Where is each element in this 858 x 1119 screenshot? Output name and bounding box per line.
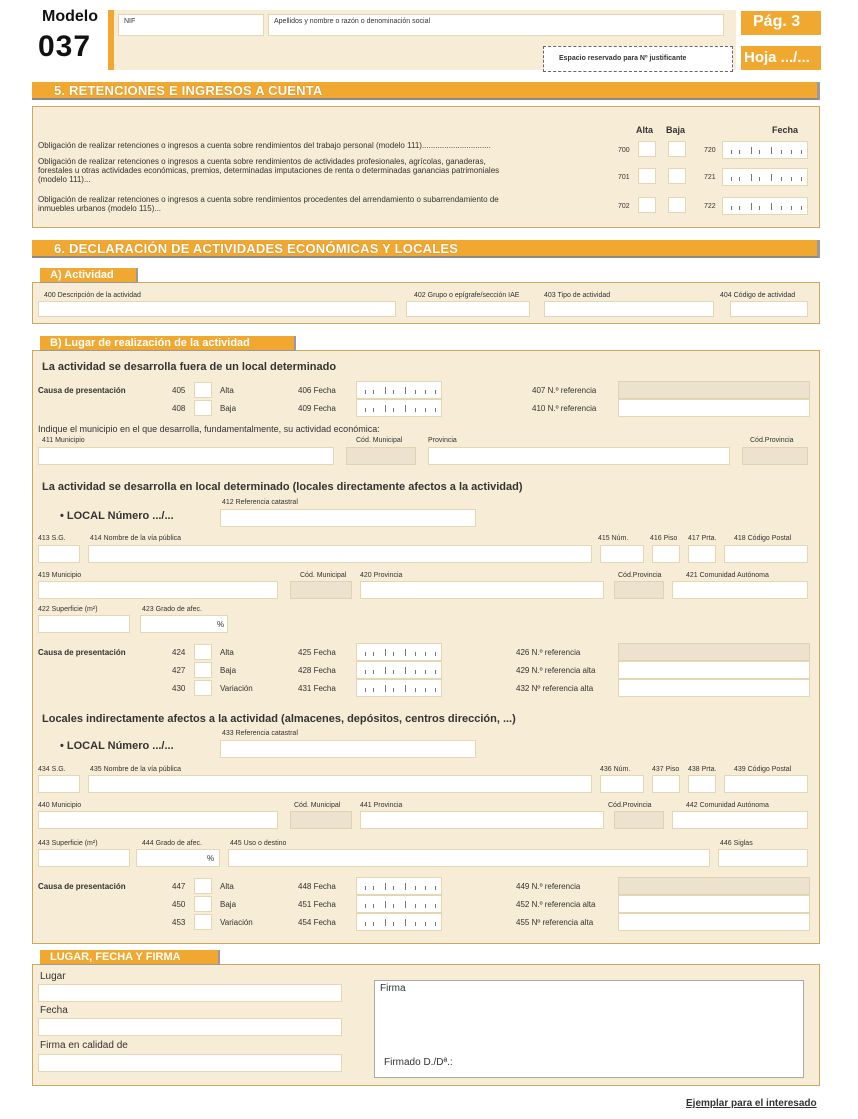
provincia-label-1: Provincia — [428, 437, 457, 444]
f420-field[interactable] — [360, 581, 604, 599]
page-label: Pág. 3 — [753, 13, 801, 30]
lugar-field[interactable] — [38, 984, 342, 1002]
calidad-label: Firma en calidad de — [40, 1040, 128, 1051]
f442-label: 442 Comunidad Autónoma — [686, 802, 769, 809]
causa-label-1: Causa de presentación — [38, 386, 126, 395]
cod-prov-label-1: Cód.Provincia — [750, 437, 794, 444]
s5-row1-code-fecha: 720 — [704, 147, 716, 154]
f444-label: 444 Grado de afec. — [142, 840, 202, 847]
f440-field[interactable] — [38, 811, 278, 829]
s5-row3-text2: inmuebles urbanos (modelo 115)... — [38, 204, 162, 213]
f435-field[interactable] — [88, 775, 592, 793]
f445-label: 445 Uso o destino — [230, 840, 287, 847]
f415-label: 415 Núm. — [598, 535, 629, 542]
cod-mun-label-1: Cód. Municipal — [356, 437, 403, 444]
cod-prov-label-2: Cód.Provincia — [618, 572, 662, 579]
f452-field[interactable] — [618, 895, 810, 913]
f417-field[interactable] — [688, 545, 716, 563]
f428-date[interactable] — [356, 661, 442, 679]
cod-mun-field-2[interactable] — [290, 581, 352, 599]
causa-label-2: Causa de presentación — [38, 648, 126, 657]
section5-title: 5. RETENCIONES E INGRESOS A CUENTA — [54, 83, 323, 98]
alta-label-424: Alta — [220, 648, 234, 657]
f434-label: 434 S.G. — [38, 766, 66, 773]
c430-box[interactable] — [194, 680, 212, 696]
c450-label: 450 — [172, 900, 186, 909]
f451-date[interactable] — [356, 895, 442, 913]
provincia-field-1[interactable] — [428, 447, 730, 465]
f449-label: 449 N.º referencia — [516, 882, 581, 891]
directos-title: La actividad se desarrolla en local determinado (locales directamente afectos a la actividad) — [42, 481, 523, 493]
f432-field[interactable] — [618, 679, 810, 697]
c424-box[interactable] — [194, 644, 212, 660]
f437-label: 437 Piso — [652, 766, 680, 773]
section5-title-bar — [32, 82, 820, 100]
cod-prov-label-3: Cód.Provincia — [608, 802, 652, 809]
f432-label: 432 Nº referencia alta — [516, 684, 594, 693]
f400-label: 400 Descripción de la actividad — [44, 292, 141, 299]
f419-label: 419 Municipio — [38, 572, 82, 579]
f437-field[interactable] — [652, 775, 680, 793]
causa-label-3: Causa de presentación — [38, 882, 126, 891]
f411-field[interactable] — [38, 447, 334, 465]
nif-label: NIF — [124, 18, 136, 25]
f448-label: 448 Fecha — [298, 882, 336, 891]
f410-label: 410 N.º referencia — [532, 404, 597, 413]
f448-date[interactable] — [356, 877, 442, 895]
s5-row3-alta[interactable] — [638, 197, 656, 213]
calidad-field[interactable] — [38, 1054, 342, 1072]
c447-box[interactable] — [194, 878, 212, 894]
f413-field[interactable] — [38, 545, 80, 563]
f455-field[interactable] — [618, 913, 810, 931]
f434-field[interactable] — [38, 775, 80, 793]
f454-label: 454 Fecha — [298, 918, 336, 927]
f416-label: 416 Piso — [650, 535, 678, 542]
s5-row1-code-alta: 700 — [618, 147, 630, 154]
s5-row3-baja[interactable] — [668, 197, 686, 213]
variacion-label-453: Variación — [220, 918, 253, 927]
f429-field[interactable] — [618, 661, 810, 679]
f435-label: 435 Nombre de la vía pública — [90, 766, 182, 773]
col-alta-label: Alta — [636, 125, 654, 135]
c408-box[interactable] — [194, 400, 212, 416]
f406-date[interactable] — [356, 381, 442, 399]
f403-field[interactable] — [544, 301, 714, 317]
firma-label: Firma — [380, 983, 406, 994]
variacion-label-430: Variación — [220, 684, 253, 693]
f409-label: 409 Fecha — [298, 404, 336, 413]
f423-pct: % — [217, 620, 225, 629]
s5-row2-baja[interactable] — [668, 168, 686, 184]
f404-field[interactable] — [730, 301, 808, 317]
cod-mun-label-2: Cód. Municipal — [300, 572, 347, 579]
f446-label: 446 Siglas — [720, 840, 753, 847]
f411-label: 411 Municipio — [42, 437, 85, 444]
s5-row2-text3: (modelo 111)... — [38, 175, 91, 184]
f443-field[interactable] — [38, 849, 130, 867]
reserved-label: Espacio reservado para Nº justificante — [559, 55, 687, 62]
firma-tab — [40, 950, 220, 965]
alta-label-447: Alta — [220, 882, 234, 891]
s5-row2-text2: forestales u otras actividades económicas, premios, determinadas imputaciones de renta o determinadas ganancias patrimoniales — [38, 166, 500, 175]
f433-field[interactable] — [220, 740, 476, 758]
f443-label: 443 Superficie (m²) — [38, 840, 98, 847]
f407-field[interactable] — [618, 381, 810, 399]
s5-row1-text: Obligación de realizar retenciones o ingresos a cuenta sobre rendimientos del trabajo personal (modelo 111)............................... — [38, 141, 491, 150]
modelo-label: Modelo — [42, 8, 98, 25]
col-fecha-label: Fecha — [772, 125, 799, 135]
f452-label: 452 N.º referencia alta — [516, 900, 596, 909]
c427-box[interactable] — [194, 662, 212, 678]
f414-label: 414 Nombre de la vía pública — [90, 535, 182, 542]
f416-field[interactable] — [652, 545, 680, 563]
alta-label-405: Alta — [220, 386, 234, 395]
hoja-label: Hoja .../... — [744, 49, 810, 66]
f425-label: 425 Fecha — [298, 648, 336, 657]
f418-label: 418 Código Postal — [734, 535, 792, 542]
s5-row2-alta[interactable] — [638, 168, 656, 184]
f433-label: 433 Referencia catastral — [222, 730, 298, 737]
c447-label: 447 — [172, 882, 186, 891]
f421-field[interactable] — [672, 581, 808, 599]
f445-field[interactable] — [228, 849, 710, 867]
indique-text: Indique el municipio en el que desarrolla, fundamentalmente, su actividad económica: — [38, 424, 380, 434]
f414-field[interactable] — [88, 545, 592, 563]
lugar-label: Lugar — [40, 971, 66, 982]
lugar-title: B) Lugar de realización de la actividad — [50, 337, 250, 349]
f407-label: 407 N.º referencia — [532, 386, 597, 395]
f431-label: 431 Fecha — [298, 684, 336, 693]
baja-label-408: Baja — [220, 404, 237, 413]
baja-label-450: Baja — [220, 900, 237, 909]
s5-row3-text1: Obligación de realizar retenciones o ingresos a cuenta sobre rendimientos procedentes del arrendamiento o subarrendamiento de — [38, 195, 499, 204]
f436-field[interactable] — [600, 775, 644, 793]
f418-field[interactable] — [724, 545, 808, 563]
s5-row3-code-fecha: 722 — [704, 203, 716, 210]
f449-field[interactable] — [618, 877, 810, 895]
c424-label: 424 — [172, 648, 186, 657]
f446-field[interactable] — [718, 849, 808, 867]
s5-row1-alta[interactable] — [638, 141, 656, 157]
col-baja-label: Baja — [666, 125, 686, 135]
actividad-title: A) Actividad — [50, 269, 114, 281]
f426-label: 426 N.º referencia — [516, 648, 581, 657]
s5-row1-baja[interactable] — [668, 141, 686, 157]
local-num-2: • LOCAL Número .../... — [60, 740, 174, 752]
f451-label: 451 Fecha — [298, 900, 336, 909]
c405-box[interactable] — [194, 382, 212, 398]
s5-row2-text1: Obligación de realizar retenciones o ingresos a cuenta sobre rendimientos de actividades profesionales, agrícolas, ganaderas, — [38, 157, 486, 166]
f423-field[interactable] — [140, 615, 228, 633]
cod-prov-field-2[interactable] — [614, 581, 664, 599]
f422-label: 422 Superficie (m²) — [38, 606, 98, 613]
f422-field[interactable] — [38, 615, 130, 633]
s5-row2-date[interactable] — [722, 168, 808, 186]
f428-label: 428 Fecha — [298, 666, 336, 675]
f441-label: 441 Provincia — [360, 802, 403, 809]
f402-field[interactable] — [406, 301, 530, 317]
ejemplar-label: Ejemplar para el interesado — [686, 1098, 817, 1109]
baja-label-427: Baja — [220, 666, 237, 675]
f403-label: 403 Tipo de actividad — [544, 292, 611, 299]
f444-pct: % — [207, 854, 215, 863]
f426-field[interactable] — [618, 643, 810, 661]
lugar-tab — [40, 336, 296, 351]
f440-label: 440 Municipio — [38, 802, 82, 809]
s5-row2-code-alta: 701 — [618, 174, 630, 181]
actividad-tab — [40, 268, 138, 283]
fecha-label: Fecha — [40, 1005, 68, 1016]
f420-label: 420 Provincia — [360, 572, 403, 579]
c427-label: 427 — [172, 666, 186, 675]
local-num-1: • LOCAL Número .../... — [60, 510, 174, 522]
name-label: Apellidos y nombre o razón o denominación social — [274, 18, 431, 25]
section6-title-bar — [32, 240, 820, 258]
section6-title: 6. DECLARACIÓN DE ACTIVIDADES ECONÓMICAS Y LOCALES — [54, 241, 459, 256]
f439-label: 439 Código Postal — [734, 766, 792, 773]
c450-box[interactable] — [194, 896, 212, 912]
f439-field[interactable] — [724, 775, 808, 793]
f415-field[interactable] — [600, 545, 644, 563]
f438-label: 438 Prta. — [688, 766, 717, 773]
cod-mun-label-3: Cód. Municipal — [294, 802, 341, 809]
nif-field[interactable] — [118, 14, 264, 36]
f419-field[interactable] — [38, 581, 278, 599]
s5-row1-date[interactable] — [722, 141, 808, 159]
f421-label: 421 Comunidad Autónoma — [686, 572, 769, 579]
f413-label: 413 S.G. — [38, 535, 66, 542]
c453-label: 453 — [172, 918, 186, 927]
page-badge — [741, 11, 821, 35]
f442-field[interactable] — [672, 811, 808, 829]
f412-field[interactable] — [220, 509, 476, 527]
f400-field[interactable] — [38, 301, 396, 317]
fuera-title: La actividad se desarrolla fuera de un local determinado — [42, 361, 337, 373]
f423-label: 423 Grado de afec. — [142, 606, 202, 613]
s5-row3-code-alta: 702 — [618, 203, 630, 210]
f429-label: 429 N.º referencia alta — [516, 666, 596, 675]
f412-label: 412 Referencia catastral — [222, 499, 298, 506]
s5-row3-date[interactable] — [722, 197, 808, 215]
firma-title: LUGAR, FECHA Y FIRMA — [50, 951, 181, 963]
cod-mun-field-1[interactable] — [346, 447, 416, 465]
f410-field[interactable] — [618, 399, 810, 417]
fecha-field[interactable] — [38, 1018, 342, 1036]
f454-date[interactable] — [356, 913, 442, 931]
f455-label: 455 Nº referencia alta — [516, 918, 594, 927]
s5-row2-code-fecha: 721 — [704, 174, 716, 181]
c453-box[interactable] — [194, 914, 212, 930]
f409-date[interactable] — [356, 399, 442, 417]
f431-date[interactable] — [356, 679, 442, 697]
c430-label: 430 — [172, 684, 186, 693]
f438-field[interactable] — [688, 775, 716, 793]
cod-prov-field-1[interactable] — [742, 447, 808, 465]
c408-label: 408 — [172, 404, 186, 413]
hoja-badge — [741, 46, 821, 70]
modelo-number: 037 — [38, 30, 92, 63]
f417-label: 417 Prta. — [688, 535, 717, 542]
f441-field[interactable] — [360, 811, 604, 829]
firmado-label: Firmado D./Dª.: — [384, 1057, 453, 1068]
c405-label: 405 — [172, 386, 186, 395]
indirectos-title: Locales indirectamente afectos a la actividad (almacenes, depósitos, centros dirección, ...) — [42, 713, 516, 725]
cod-mun-field-3[interactable] — [290, 811, 352, 829]
f436-label: 436 Núm. — [600, 766, 631, 773]
f404-label: 404 Código de actividad — [720, 292, 796, 299]
cod-prov-field-3[interactable] — [614, 811, 664, 829]
f406-label: 406 Fecha — [298, 386, 336, 395]
f402-label: 402 Grupo o epígrafe/sección IAE — [414, 292, 520, 299]
f425-date[interactable] — [356, 643, 442, 661]
